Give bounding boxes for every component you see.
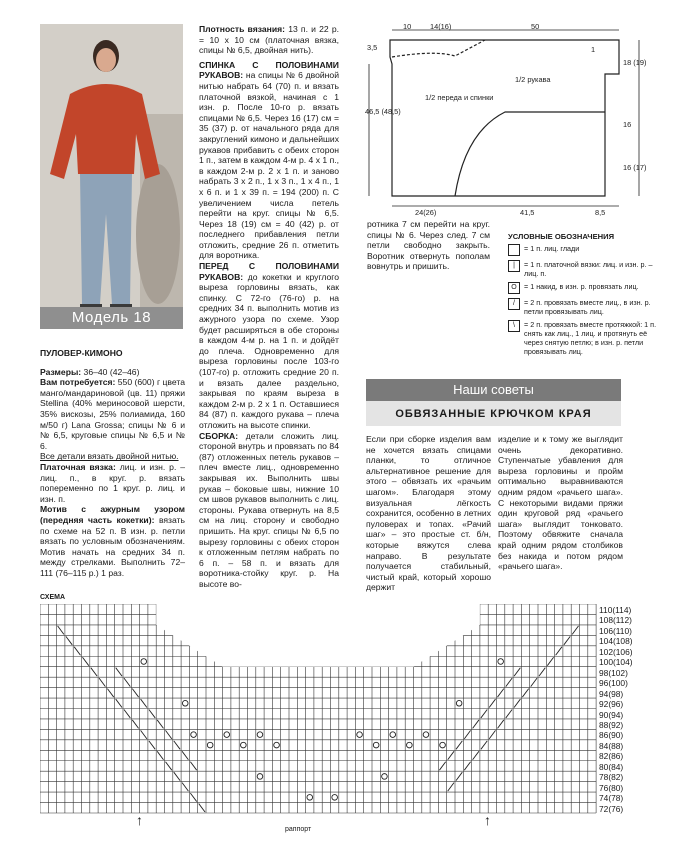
ssk-symbol xyxy=(149,741,155,749)
k2tog-symbol xyxy=(489,699,495,707)
plain-stitch xyxy=(40,462,185,504)
back-label: СПИНКА С ПОЛОВИНАМИ РУКАВОВ: xyxy=(199,59,339,81)
k2tog-symbol xyxy=(481,741,487,749)
ssk-symbol xyxy=(66,636,72,644)
legend-item xyxy=(508,282,658,294)
dim-right-3: 16 (17) xyxy=(623,163,647,172)
yarn-over-symbol xyxy=(440,742,446,748)
column-3: ротника 7 см перейти на круг. спицы № 6. Через след. 7 см петли свободно закрыть. Воротник отвернуть пополам вовнутрь и пришить. xyxy=(367,219,490,272)
materials-value: 550 (600) г цвета манго/мандариновой (цв. 11) пряжи Stellina (40% мериносовой шерсти, 35% вискозы, 25% полиамида, 160 м/50 г) Lana Grossa; спицы № 6 и № 6,5, круговые спицы № 6,5 и № 6. xyxy=(40,377,186,451)
k2tog-symbol xyxy=(464,762,470,770)
ssk-symbol xyxy=(174,741,180,749)
plain-value: лиц. и изн. р. – лиц. п., в круг. р. вязать попеременно по 1 круг. р. лиц. и изн. п. xyxy=(40,461,185,504)
piece-number: 1 xyxy=(591,45,596,54)
schema-label: СХЕМА xyxy=(40,594,66,601)
lace-label: Мотив с ажурным узором (передняя часть кокетки): xyxy=(40,504,185,525)
garter-stitch-icon: | xyxy=(508,260,520,272)
ssk-symbol xyxy=(124,710,130,718)
piece-front-back-label: 1/2 переда и спинки xyxy=(425,93,494,102)
sizes xyxy=(40,367,185,378)
density-label: Плотность вязания: xyxy=(199,24,286,34)
rapport-end-arrow: ↑ xyxy=(484,812,491,828)
row-number: 80(84) xyxy=(599,761,624,772)
row-number: 98(102) xyxy=(599,667,628,678)
ssk-symbol xyxy=(91,668,97,676)
ssk-symbol xyxy=(166,762,172,770)
k2tog-symbol xyxy=(464,730,470,738)
k2tog-symbol xyxy=(514,668,520,676)
k2tog-symbol xyxy=(448,783,454,791)
lace-chart xyxy=(40,604,600,814)
row-number: 74(78) xyxy=(599,793,624,804)
yarn-over-symbol xyxy=(498,659,504,665)
row-number: 102(106) xyxy=(599,646,633,657)
yarn-over-symbol xyxy=(257,732,263,738)
yarn-over-symbol xyxy=(274,742,280,748)
legend-text: = 1 п. платочной вязки: лиц. и изн. р. – лиц. п. xyxy=(524,260,653,278)
k2tog-symbol xyxy=(481,710,487,718)
ssk-symbol xyxy=(182,751,188,759)
k2tog-symbol xyxy=(473,751,479,759)
photo-caption: Модель 18 xyxy=(40,307,183,329)
yarn-over-symbol xyxy=(423,732,429,738)
ssk-icon: \ xyxy=(508,320,520,332)
rapport-label: раппорт xyxy=(285,826,312,833)
legend-text: = 1 накид, в изн. р. провязать лиц. xyxy=(524,282,639,291)
ssk-symbol xyxy=(141,699,147,707)
column-2 xyxy=(199,24,339,589)
dim-top-3: 50 xyxy=(531,22,540,31)
row-number: 110(114) xyxy=(599,605,632,615)
row-number: 108(112) xyxy=(599,615,632,626)
yarn-over-symbol xyxy=(407,742,413,748)
row-numbers xyxy=(599,605,633,814)
lace-value: вязать по схеме на 52 п. В изн. р. петли вязать по условным обозначениям. Мотив начать на средних 34 п. между стрелками. Выполнить 72–111 (76–115 р.) 1 раз. xyxy=(40,514,186,578)
yarn-over-symbol xyxy=(257,774,263,780)
k2tog-symbol xyxy=(506,710,512,718)
ssk-symbol xyxy=(190,793,196,801)
row-number: 76(80) xyxy=(599,782,624,793)
model-illustration xyxy=(40,24,183,329)
advice-column-1: Если при сборке изделия вам не хочется вязать спицами планки, то отличное альтернативное решение для этого – обвязать их «рачьим шагом». Благодаря этому визуальная лёгкость сохранится, особенно в летних пуловерах и топах. «Рачий шаг» – это простые ст. б/н, которые вяжутся слева направо. В результате получается стабильный, чистый край, который хорошо держит xyxy=(366,434,491,593)
legend-title: УСЛОВНЫЕ ОБОЗНАЧЕНИЯ xyxy=(508,232,615,241)
model-title: ПУЛОВЕР-КИМОНО xyxy=(40,348,123,358)
row-number: 104(108) xyxy=(599,636,633,647)
ssk-symbol xyxy=(182,783,188,791)
dim-right-2: 16 xyxy=(623,120,632,129)
lace-motif xyxy=(40,504,185,578)
ssk-symbol xyxy=(124,678,130,686)
rapport-start-arrow: ↑ xyxy=(136,812,143,828)
pattern-diagram xyxy=(355,22,655,217)
k2tog-symbol xyxy=(564,636,570,644)
yarn-over-symbol xyxy=(207,742,213,748)
ssk-symbol xyxy=(116,668,122,676)
row-number: 96(100) xyxy=(599,678,628,689)
yarn-over-symbol xyxy=(456,700,462,706)
row-number: 94(98) xyxy=(599,688,624,699)
sizes-label: Размеры: xyxy=(40,366,82,377)
yarn-over-symbol xyxy=(390,732,396,738)
yarn-over-symbol xyxy=(241,742,247,748)
ssk-symbol xyxy=(149,710,155,718)
ssk-symbol xyxy=(74,647,80,655)
k2tog-symbol xyxy=(498,689,504,697)
ssk-symbol xyxy=(157,720,163,728)
legend xyxy=(508,232,658,360)
row-number: 84(88) xyxy=(599,740,624,751)
dim-left-1: 3,5 xyxy=(367,43,378,52)
yarn-over-symbol xyxy=(307,795,313,801)
ssk-symbol xyxy=(99,678,105,686)
ssk-symbol xyxy=(157,751,163,759)
advice-column-2: изделие и к тому же выглядит очень декоративно. Ступенчатые убавления для выреза горловины и пройм оптимально выравниваются одним рядом «рачьего шага». С некоторыми видами пряжи один круговой ряд «рачьего шага» выглядит тонковато. Поэтому обвяжите сначала край одним рядом столбиков без накида и потом рядом «рачьего шага». xyxy=(498,434,623,572)
assembly-label: СБОРКА: xyxy=(199,430,239,441)
front-label: ПЕРЕД С ПОЛОВИНАМИ РУКАВОВ: xyxy=(199,261,339,282)
legend-item xyxy=(508,298,658,316)
yarn-over-symbol xyxy=(224,732,230,738)
k2tog-symbol xyxy=(506,678,512,686)
legend-item xyxy=(508,244,658,256)
k2tog-symbol xyxy=(556,647,562,655)
row-number: 106(110) xyxy=(599,625,632,636)
yarn-over-symbol xyxy=(141,659,147,665)
row-number: 100(104) xyxy=(599,657,633,668)
row-number: 86(90) xyxy=(599,730,624,741)
row-number: 92(96) xyxy=(599,699,624,710)
k2tog-icon: / xyxy=(508,298,520,310)
k2tog-symbol xyxy=(498,720,504,728)
yarn-over-symbol xyxy=(191,732,197,738)
assembly-section xyxy=(199,431,339,590)
column-1 xyxy=(40,348,185,578)
dim-bottom-3: 8,5 xyxy=(595,208,606,217)
ssk-symbol xyxy=(190,762,196,770)
yarn-over-icon: O xyxy=(508,282,520,294)
k2tog-symbol xyxy=(448,751,454,759)
k2tog-symbol xyxy=(531,678,537,686)
back-section xyxy=(199,60,339,261)
row-number: 88(92) xyxy=(599,719,624,730)
legend-text: = 2 п. провязать вместе лиц., в изн. р. петли провязывать лиц. xyxy=(524,298,651,316)
k2tog-symbol xyxy=(456,772,462,780)
legend-text: = 2 п. провязать вместе протяжкой: 1 п. снять как лиц., 1 лиц. и протянуть её через снятую петлю; в изн. р. петли провязывать лиц. xyxy=(524,320,657,356)
density-value: 13 п. и 22 р. = 10 x 10 см (платочная вязка, спицы № 6,5, двойная нить). xyxy=(199,24,339,56)
k2tog-symbol xyxy=(514,699,520,707)
yarn-over-symbol xyxy=(332,795,338,801)
plain-label: Платочная вязка: xyxy=(40,461,116,472)
ssk-symbol xyxy=(107,689,113,697)
density xyxy=(199,24,339,56)
dim-top-2: 14(16) xyxy=(430,22,452,31)
legend-text: = 1 п. лиц. глади xyxy=(524,244,580,253)
k2tog-symbol xyxy=(439,762,445,770)
row-number: 72(76) xyxy=(599,803,624,814)
dim-top-1: 10 xyxy=(403,22,412,31)
sizes-value: 36–40 (42–46) xyxy=(83,366,140,377)
yarn-over-symbol xyxy=(373,742,379,748)
materials xyxy=(40,377,185,451)
materials-label: Вам потребуется: xyxy=(40,377,116,388)
yarn-over-symbol xyxy=(382,774,388,780)
front-section xyxy=(199,261,339,431)
row-number: 78(82) xyxy=(599,772,624,783)
knit-stitch-icon xyxy=(508,244,520,256)
dim-left-2: 46,5 (48,5) xyxy=(365,107,401,116)
ssk-symbol xyxy=(132,689,138,697)
row-number: 82(86) xyxy=(599,751,624,762)
advice-header: Наши советы xyxy=(366,379,621,401)
dim-bottom-1: 24(26) xyxy=(415,208,437,217)
yarn-over-symbol xyxy=(182,700,188,706)
dim-right-1: 18 (19) xyxy=(623,58,647,67)
ssk-symbol xyxy=(58,626,64,634)
ssk-symbol xyxy=(132,720,138,728)
ssk-symbol xyxy=(166,730,172,738)
k2tog-symbol xyxy=(539,668,545,676)
neckline-area xyxy=(156,604,480,667)
ssk-symbol xyxy=(141,730,147,738)
legend-item xyxy=(508,260,658,278)
legend-item xyxy=(508,320,658,356)
k2tog-symbol xyxy=(572,626,578,634)
front-value: до кокетки и круглого выреза горловины вязать, как спинку. С 72-го (76-го) р. на средних 34 п. выполнить мотив из ажурного узора по схеме. Узор будет расширяться в обе стороны в каждом 4-м р. на 1 п. и дойдёт до плеча. Одновременно для выреза горловины после 103-го (107-го) р. отложить средние 20 п. и вязать далее раздельно, закрывая по краям выреза в каждом 2-м р. 2 х 1 п. Оставшиеся 84 (87) п. каждого рукава – плеча отложить на высоте спинки. xyxy=(199,271,340,430)
dim-bottom-2: 41,5 xyxy=(520,208,535,217)
double-thread-note: Все детали вязать двойной нитью. xyxy=(40,451,179,462)
model-photo xyxy=(40,24,183,329)
ssk-symbol xyxy=(116,699,122,707)
assembly-value: детали сложить лиц. стороной внутрь и провязать по 84 (87) отложенных петель рукавов – плеч вместе лиц., одновременно закрывая их. Выполнить швы рукав – боковые швы, нижние 10 см швов рукавов выполнить с лиц. стороны. Рукава отвернуть на 8,5 см на лиц. сторону и свободно пришить. На круг. спицы № 6,5 по вырезу горловины с обеих сторон к отложенным петлям набрать по 6 п. – 58 п. и вязать для воротника-стойку круг. р. На высоте во- xyxy=(199,430,339,589)
row-number: 90(94) xyxy=(599,709,624,720)
k2tog-symbol xyxy=(522,689,528,697)
k2tog-symbol xyxy=(547,657,553,665)
ssk-symbol xyxy=(174,772,180,780)
k2tog-symbol xyxy=(473,720,479,728)
piece-sleeve-label: 1/2 рукава xyxy=(515,75,551,84)
k2tog-symbol xyxy=(489,730,495,738)
ssk-symbol xyxy=(83,657,89,665)
back-value: на спицы № 6 двойной нитью набрать 64 (70) п. и вязать платочной вязкой, начиная с 1 изн. р. После 10-го р. вязать спицами № 6,5. Через 16 (17) см = 35 (37) р. от начального ряда для закруглений кимоно и дальнейших рукавов прибавить с обеих сторон 1 п., затем в каждом 4-м р. 4 х 1 п., в каждом 2-м р. 2 х 1 п. и заново набрать 3 х 2 п., 1 х 3 п., 1 х 4 п., 1 х 6 п. и 1 х 39 п. = 194 (200) п. С увеличением числа петель перейти на круг. спицы № 6,5. Через 18 (19) см = 40 (42) р. от последнего прибавления петли отложить, средние 26 п. отметить для воротника. xyxy=(199,70,339,261)
k2tog-symbol xyxy=(456,741,462,749)
ssk-symbol xyxy=(199,804,205,812)
advice-title: ОБВЯЗАННЫЕ КРЮЧКОМ КРАЯ xyxy=(395,408,592,420)
yarn-over-symbol xyxy=(357,732,363,738)
